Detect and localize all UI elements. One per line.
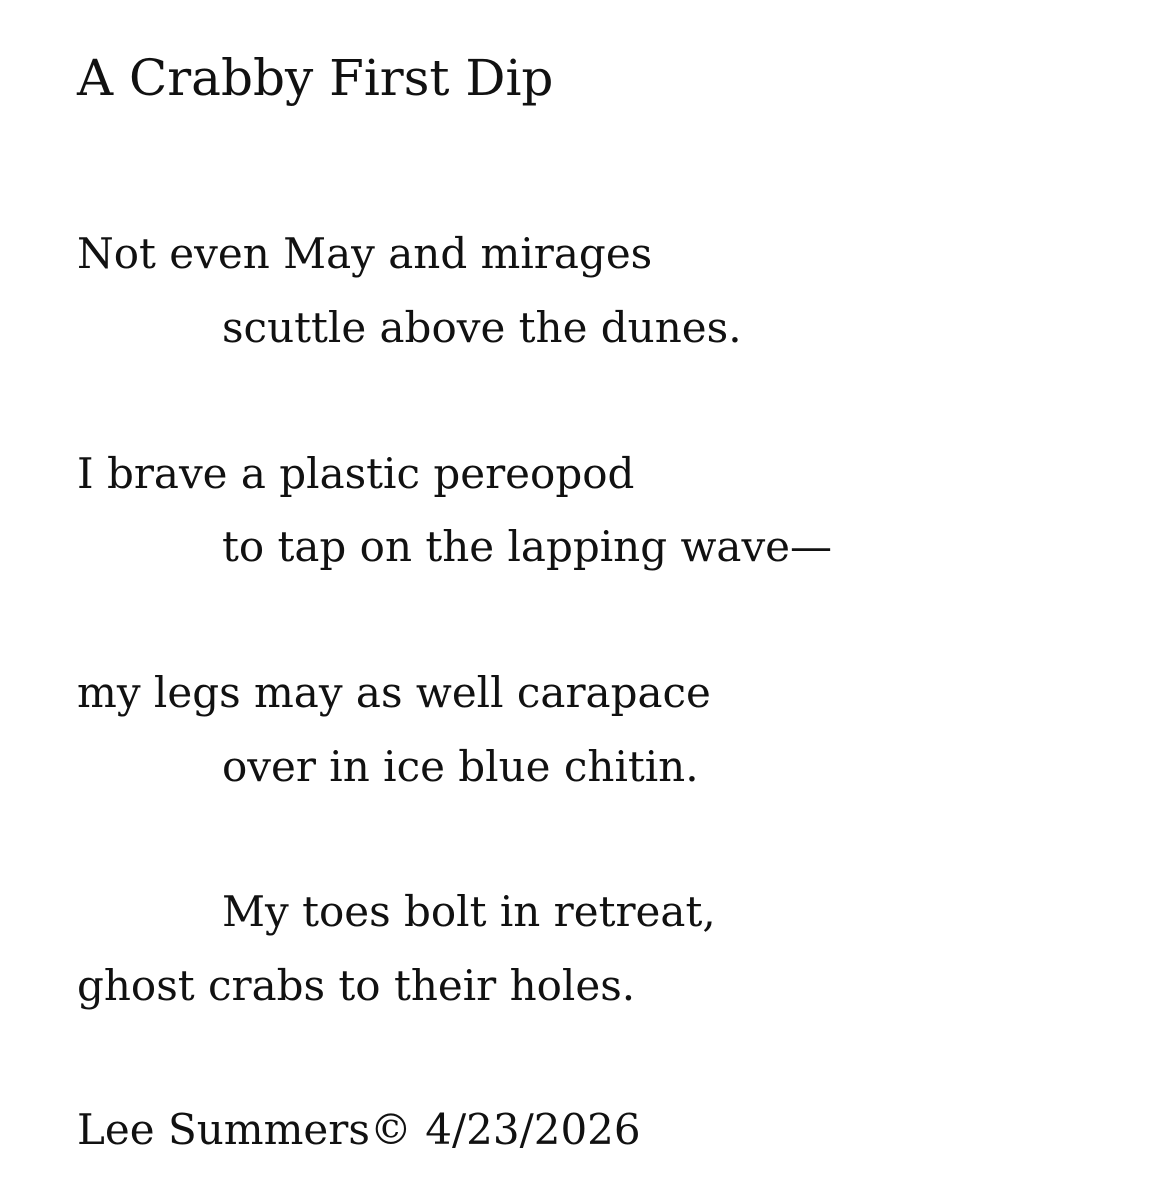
stanza-4-line-2: ghost crabs to their holes. — [77, 961, 636, 1010]
stanza-2-line-2: to tap on the lapping wave— — [222, 522, 833, 571]
stanza-3-line-2: over in ice blue chitin. — [222, 742, 699, 791]
stanza-2-line-1: I brave a plastic pereopod — [77, 449, 635, 498]
stanza-3-line-1: my legs may as well carapace — [77, 668, 711, 717]
stanza-1-line-1: Not even May and mirages — [77, 229, 653, 278]
stanza-1-line-2: scuttle above the dunes. — [222, 303, 742, 352]
author-signature: Lee Summers© 4/23/2026 — [77, 1105, 641, 1154]
poem-title: A Crabby First Dip — [77, 49, 554, 107]
stanza-4-line-1: My toes bolt in retreat, — [222, 887, 716, 936]
